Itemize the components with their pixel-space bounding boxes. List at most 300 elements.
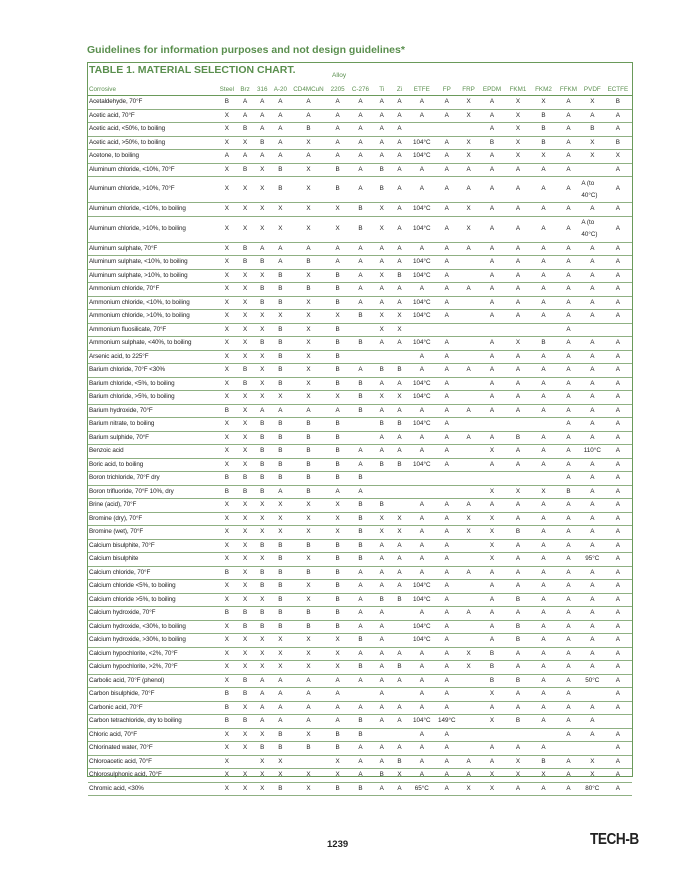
rating-cell [581,216,604,242]
rating-cell: B [604,96,632,110]
rating-cell: 80°C [581,782,604,796]
rating-cell: A [391,404,409,418]
rating-cell [458,715,479,729]
rating-cell: A [556,566,581,580]
rating-cell: B [217,485,237,499]
rating-cell: B [373,458,391,472]
rating-cell: A [531,350,556,364]
rating-cell: X [327,769,348,783]
rating-cell: A [505,177,531,203]
rating-cell: A [479,742,505,756]
rating-cell: X [458,216,479,242]
rating-cell: 104°C [408,634,435,648]
rating-cell: A [479,310,505,324]
rating-cell: B [327,364,348,378]
rating-cell: B [327,177,348,203]
rating-cell: A [531,283,556,297]
table-row [88,177,632,203]
rating-cell [458,323,479,337]
rating-cell: X [217,136,237,150]
rating-cell: B [237,674,254,688]
rating-cell: B [327,782,348,796]
rating-cell: A [458,431,479,445]
rating-cell: X [217,620,237,634]
rating-cell: B [531,123,556,137]
corrosive-name: Aluminum chloride, >10%, to boiling [88,216,217,242]
rating-cell: B [271,163,290,177]
rating-cell: A [373,661,391,675]
rating-cell: X [531,485,556,499]
rating-cell: X [290,203,327,217]
rating-cell: X [290,177,327,203]
rating-cell: B [327,350,348,364]
rating-cell [458,553,479,567]
rating-cell: A [435,377,458,391]
table-row [88,688,632,702]
rating-cell: A [327,715,348,729]
rating-cell: A [581,391,604,405]
rating-cell: B [479,647,505,661]
rating-cell [391,607,409,621]
rating-cell: X [253,216,271,242]
rating-cell [479,472,505,486]
corrosive-name: Carbolic acid, 70°F (phenol) [88,674,217,688]
rating-cell: B [348,404,373,418]
rating-cell: B [271,620,290,634]
rating-cell: B [531,109,556,123]
rating-cell: B [217,404,237,418]
rating-cell: X [217,553,237,567]
table-row [88,337,632,351]
rating-cell: B [237,485,254,499]
rating-cell: B [253,472,271,486]
table-row [88,769,632,783]
rating-cell: 104°C [408,256,435,270]
rating-cell: A [581,377,604,391]
rating-cell: B [327,472,348,486]
rating-cell [581,742,604,756]
rating-cell: A [604,391,632,405]
rating-cell: B [391,755,409,769]
rating-cell: A [271,96,290,110]
rating-cell: A [604,607,632,621]
rating-cell [391,472,409,486]
rating-cell: X [327,216,348,242]
rating-cell [458,688,479,702]
rating-cell: A [531,391,556,405]
rating-cell: A [604,755,632,769]
rating-cell: A [435,647,458,661]
rating-cell: A [253,123,271,137]
rating-cell: B [271,323,290,337]
rating-cell: A [531,580,556,594]
rating-cell: X [253,269,271,283]
rating-cell: A [373,755,391,769]
rating-cell: X [217,163,237,177]
rating-cell: A [408,688,435,702]
rating-cell: X [217,728,237,742]
rating-cell: B [253,445,271,459]
rating-cell: B [505,674,531,688]
rating-cell: A [253,150,271,164]
corrosive-name: Arsenic acid, to 225°F [88,350,217,364]
rating-cell: A [505,580,531,594]
rating-cell: A [604,109,632,123]
rating-cell: B [505,431,531,445]
rating-cell: A [435,701,458,715]
rating-cell: A [531,256,556,270]
rating-cell: A [408,96,435,110]
rating-cell: A [604,445,632,459]
rating-cell: A [253,701,271,715]
table-row [88,418,632,432]
rating-cell: X [327,647,348,661]
rating-cell: A [604,539,632,553]
rating-cell: A [408,512,435,526]
rating-cell: A [479,203,505,217]
rating-cell: A [435,512,458,526]
rating-cell: A [435,580,458,594]
rating-cell: A [556,123,581,137]
rating-cell: A [271,404,290,418]
rating-cell: A [505,404,531,418]
table-row [88,620,632,634]
rating-cell: A [435,242,458,256]
rating-cell: B [271,728,290,742]
column-header: C-276 [348,83,373,96]
rating-cell: B [237,620,254,634]
corrosive-name: Aluminum sulphate, <10%, to boiling [88,256,217,270]
rating-cell: A [408,283,435,297]
rating-cell: X [217,216,237,242]
table-row [88,634,632,648]
rating-cell: B [327,607,348,621]
corrosive-name: Acetic acid, >50%, to boiling [88,136,217,150]
rating-cell: B [271,296,290,310]
rating-cell: X [604,150,632,164]
rating-cell: B [327,418,348,432]
rating-cell: X [581,769,604,783]
rating-cell: X [391,391,409,405]
rating-cell: X [271,391,290,405]
rating-cell: A [604,566,632,580]
corrosive-name: Chloric acid, 70°F [88,728,217,742]
rating-cell [348,418,373,432]
rating-cell: A [391,296,409,310]
column-header: FFKM [556,83,581,96]
rating-cell: A [373,580,391,594]
rating-cell: X [217,242,237,256]
rating-cell: A [435,418,458,432]
rating-cell: A [581,715,604,729]
rating-cell: X [237,323,254,337]
table-row [88,96,632,110]
rating-cell: A [373,539,391,553]
rating-cell: X [290,377,327,391]
corrosive-name: Boric acid, to boiling [88,458,217,472]
rating-cell [505,323,531,337]
rating-cell: A [604,350,632,364]
table-row [88,377,632,391]
rating-cell [373,472,391,486]
rating-cell: A [505,364,531,378]
rating-cell: X [217,269,237,283]
rating-cell: B [348,512,373,526]
rating-cell [373,350,391,364]
rating-cell: B [327,337,348,351]
corrosive-name: Barium hydroxide, 70°F [88,404,217,418]
rating-cell: A [348,177,373,203]
rating-cell: A [581,566,604,580]
corrosive-name: Acetaldehyde, 70°F [88,96,217,110]
rating-cell: X [479,769,505,783]
rating-cell: X [253,526,271,540]
rating-cell [458,123,479,137]
rating-cell: A [373,620,391,634]
rating-cell: B [237,163,254,177]
table-row [88,526,632,540]
rating-cell: X [290,647,327,661]
corrosive-name: Calcium hydroxide, 70°F [88,607,217,621]
table-row [88,715,632,729]
rating-cell: A [531,445,556,459]
rating-cell [531,472,556,486]
rating-cell: A [604,163,632,177]
rating-cell: X [217,742,237,756]
table-row [88,109,632,123]
rating-cell: A [458,607,479,621]
rating-cell: X [271,499,290,513]
rating-cell: 104°C [408,458,435,472]
rating-cell: B [237,472,254,486]
rating-cell: B [348,377,373,391]
rating-cell: A [604,216,632,242]
rating-cell: A [373,688,391,702]
rating-cell: B [253,742,271,756]
rating-cell: A [348,607,373,621]
corrosive-name: Acetic acid, 70°F [88,109,217,123]
rating-cell: A [391,136,409,150]
rating-cell: A [348,742,373,756]
rating-cell: A [604,769,632,783]
rating-cell: A [604,283,632,297]
rating-cell: A [348,283,373,297]
rating-cell: X [581,96,604,110]
rating-cell: A [581,310,604,324]
rating-cell: X [253,391,271,405]
rating-cell: B [373,418,391,432]
rating-cell: X [271,661,290,675]
rating-cell: A [348,296,373,310]
rating-cell: A [505,782,531,796]
rating-cell: A [253,404,271,418]
rating-cell: A [253,96,271,110]
rating-cell [408,472,435,486]
corrosive-name: Calcium chloride >5%, to boiling [88,593,217,607]
corrosive-name: Barium chloride, 70°F <30% [88,364,217,378]
rating-cell: B [271,350,290,364]
rating-cell: A [373,337,391,351]
rating-cell [458,256,479,270]
rating-cell: A [271,485,290,499]
rating-cell: X [505,96,531,110]
rating-cell: X [217,109,237,123]
rating-cell: A [327,256,348,270]
rating-cell: X [237,742,254,756]
rating-cell: A [556,136,581,150]
rating-cell: A [391,566,409,580]
rating-cell: A [556,177,581,203]
rating-cell: A [581,337,604,351]
rating-cell: A [479,150,505,164]
rating-cell: X [237,499,254,513]
rating-cell: A [531,674,556,688]
rating-cell: A [604,203,632,217]
rating-cell: B [327,742,348,756]
rating-cell: B [253,283,271,297]
rating-cell [348,323,373,337]
rating-cell: A [531,701,556,715]
corrosive-name: Chlorosulphonic acid, 70°F [88,769,217,783]
rating-cell: A [237,96,254,110]
rating-cell: A [531,539,556,553]
rating-cell: B [391,593,409,607]
table-row [88,566,632,580]
rating-cell: X [237,269,254,283]
rating-cell: B [373,163,391,177]
rating-cell: A [348,701,373,715]
rating-cell: B [237,607,254,621]
rating-cell: A [348,256,373,270]
rating-cell: X [290,350,327,364]
rating-cell: A [253,109,271,123]
rating-cell: A [505,553,531,567]
rating-cell: B [271,458,290,472]
rating-cell: A [556,404,581,418]
corrosive-name: Calcium chloride <5%, to boiling [88,580,217,594]
rating-cell: A [479,607,505,621]
rating-cell: A [581,526,604,540]
rating-cell: A [435,620,458,634]
table-row [88,580,632,594]
rating-cell: X [217,580,237,594]
rating-cell: A [373,109,391,123]
corrosive-name: Calcium hydroxide, >30%, to boiling [88,634,217,648]
rating-cell [391,485,409,499]
rating-cell: B [348,728,373,742]
rating-cell: A [556,310,581,324]
rating-cell: A [556,607,581,621]
rating-cell: B [348,310,373,324]
rating-cell: A [581,458,604,472]
rating-cell [391,728,409,742]
rating-cell: B [271,445,290,459]
rating-cell: A [479,755,505,769]
rating-cell: A [348,620,373,634]
rating-cell: A [217,150,237,164]
rating-cell: X [237,431,254,445]
rating-cell: B [391,661,409,675]
rating-cell: X [237,445,254,459]
rating-cell: B [348,216,373,242]
rating-cell: A [531,458,556,472]
rating-cell [581,688,604,702]
rating-cell: A [348,580,373,594]
rating-cell: A [408,647,435,661]
rating-cell: A [479,296,505,310]
rating-cell: A [271,242,290,256]
column-header: FKM1 [505,83,531,96]
rating-cell: X [327,499,348,513]
rating-cell: A [348,647,373,661]
table-row [88,472,632,486]
rating-cell: X [505,485,531,499]
rating-cell: A [435,269,458,283]
rating-cell: X [217,418,237,432]
rating-cell: A [435,109,458,123]
rating-cell [348,688,373,702]
rating-cell: B [217,566,237,580]
rating-cell [458,674,479,688]
rating-cell: B [290,123,327,137]
rating-cell: A [373,607,391,621]
rating-cell: A [531,163,556,177]
rating-cell: B [327,539,348,553]
rating-cell: A [531,269,556,283]
rating-cell [458,418,479,432]
rating-cell: A [581,661,604,675]
rating-cell: A [373,742,391,756]
rating-cell: A [391,150,409,164]
rating-cell: A [581,620,604,634]
corrosive-name: Bromine (wet), 70°F [88,526,217,540]
rating-cell: 104°C [408,580,435,594]
rating-cell: A [604,431,632,445]
rating-cell: A [581,418,604,432]
rating-cell: X [217,350,237,364]
rating-cell: X [217,364,237,378]
rating-cell: X [217,310,237,324]
rating-cell: X [237,782,254,796]
rating-cell: X [271,769,290,783]
rating-cell: A [479,269,505,283]
rating-cell: A [408,350,435,364]
rating-cell: A [348,445,373,459]
rating-cell: B [217,688,237,702]
rating-cell [435,323,458,337]
rating-cell: A [604,512,632,526]
rating-cell: A [408,566,435,580]
rating-cell: A [556,391,581,405]
table-header-row [88,83,632,96]
rating-cell: A [348,674,373,688]
rating-cell: A [271,674,290,688]
rating-cell: A [373,283,391,297]
rating-cell: A [435,593,458,607]
rating-cell [458,458,479,472]
rating-cell: A [391,177,409,203]
rating-cell: X [290,391,327,405]
rating-cell: B [253,136,271,150]
rating-cell: A [556,96,581,110]
rating-cell: B [327,377,348,391]
rating-cell: X [327,526,348,540]
rating-cell: A [556,526,581,540]
rating-cell: X [327,203,348,217]
rating-cell: A [604,526,632,540]
rating-cell: A [327,96,348,110]
rating-cell [479,418,505,432]
